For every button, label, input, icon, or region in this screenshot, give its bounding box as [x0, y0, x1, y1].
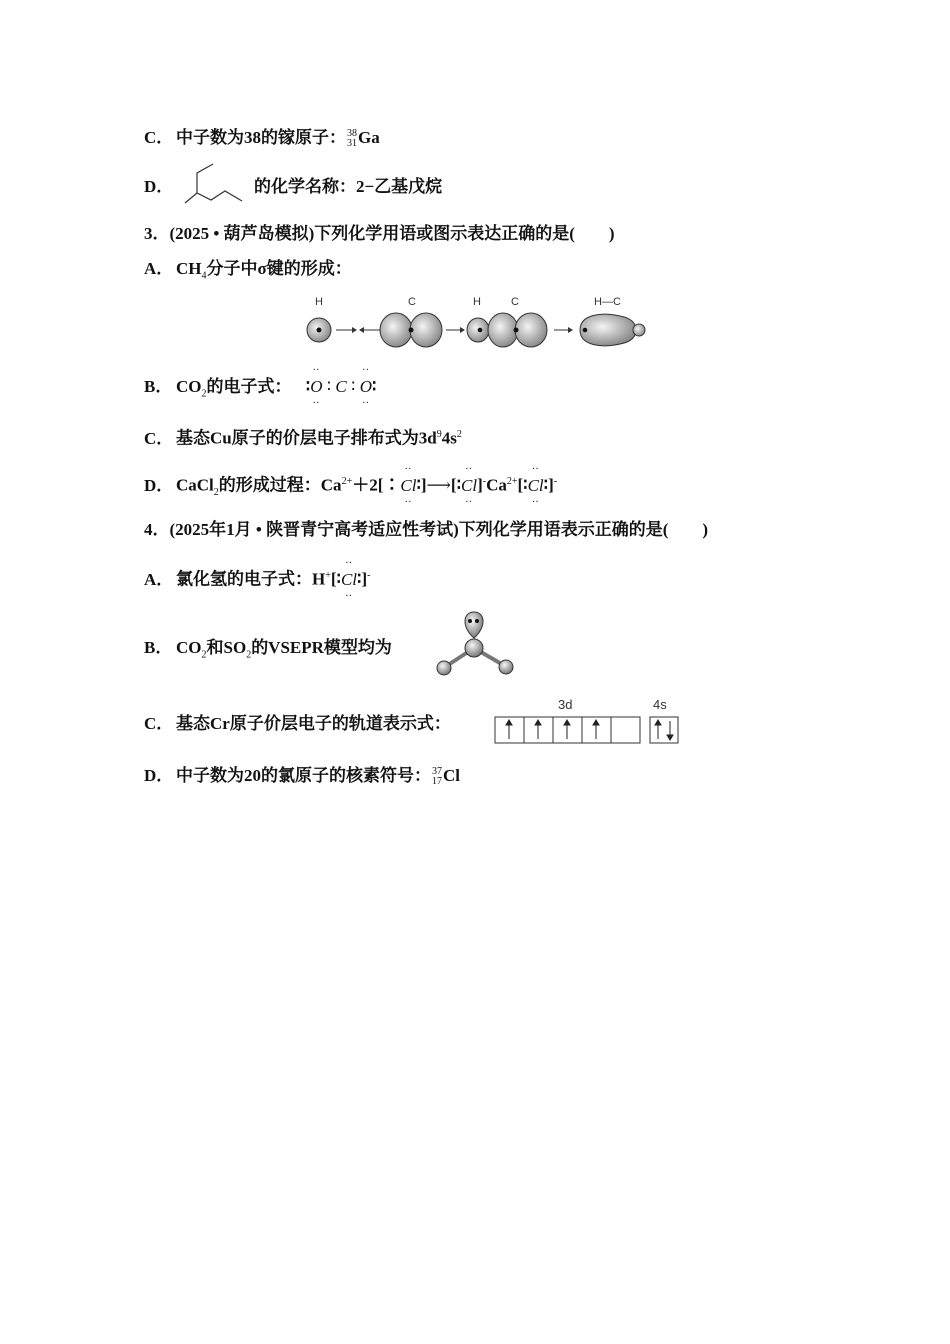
sigma-bond-formation-diagram — [302, 292, 652, 352]
q2-option-d — [144, 176, 176, 198]
label-h2: H — [473, 296, 481, 308]
q3-option-d: D． CaCl$_2$的形成过程：$Ca^{2+}+2[∶$ ·· Cl ·· ∶]⟶[∶ ·· Cl ·· ]$^-Ca^{2+}[∶$ ·· Cl ·· ∶]- — [144, 463, 558, 508]
q2-option-d-text: 的化学名称：2−乙基戊烷 — [254, 177, 443, 196]
skeletal-formula-icon — [182, 160, 252, 208]
element-symbol: Ga — [358, 128, 380, 147]
q2-option-c — [144, 127, 380, 149]
q3-option-c: C． 基态Cu原子的价层电子排布式为$3d^94s^2$ — [144, 428, 462, 448]
label-4s: 4s — [653, 697, 667, 712]
option-text: 中子数为38的镓原子： — [176, 128, 346, 147]
nuclide-numbers: 38 31 — [347, 128, 357, 150]
label-3d: 3d — [558, 697, 573, 712]
q4-option-b: B． $CO_2$和$SO_2$的VSEPR模型均为 — [144, 638, 392, 661]
formation-arrow-icon: ⟶ — [426, 475, 451, 495]
q4-option-c: C． 基态Cr原子价层电子的轨道表示式： — [144, 714, 451, 733]
q4-option-d: D． 中子数为20的氯原子的核素符号： 37 17 Cl — [144, 766, 460, 788]
q3-option-b: B． $CO_2$的电子式： ∶ ·· O ·· ∶ C ∶ ·· O ·· ∶ — [144, 365, 377, 409]
q4-option-a: A． 氯化氢的电子式：H+[∶ ·· Cl ·· ∶]- — [144, 557, 371, 602]
option-letter: C． — [144, 128, 174, 147]
label-c2: C — [511, 296, 519, 308]
vsepr-model-icon — [434, 608, 516, 678]
option-letter: D． — [144, 177, 174, 196]
co2-electron-formula: ∶ ·· O ·· ∶ C ∶ ·· O ·· ∶ — [305, 365, 377, 409]
nuclide-numbers: 37 17 — [432, 766, 442, 788]
label-h1: H — [315, 296, 323, 308]
q4-title: 4．(2025年1月 • 陕晋青宁高考适应性考试)下列化学用语表示正确的是( ) — [144, 520, 709, 539]
orbital-diagram — [494, 694, 684, 746]
q3-title: 3．(2025 • 葫芦岛模拟)下列化学用语或图示表达正确的是( ) — [144, 224, 615, 243]
label-hc: H—C — [594, 296, 621, 308]
label-c1: C — [408, 296, 416, 308]
q3-option-a: A． $CH_4$分子中σ键的形成： — [144, 259, 352, 282]
